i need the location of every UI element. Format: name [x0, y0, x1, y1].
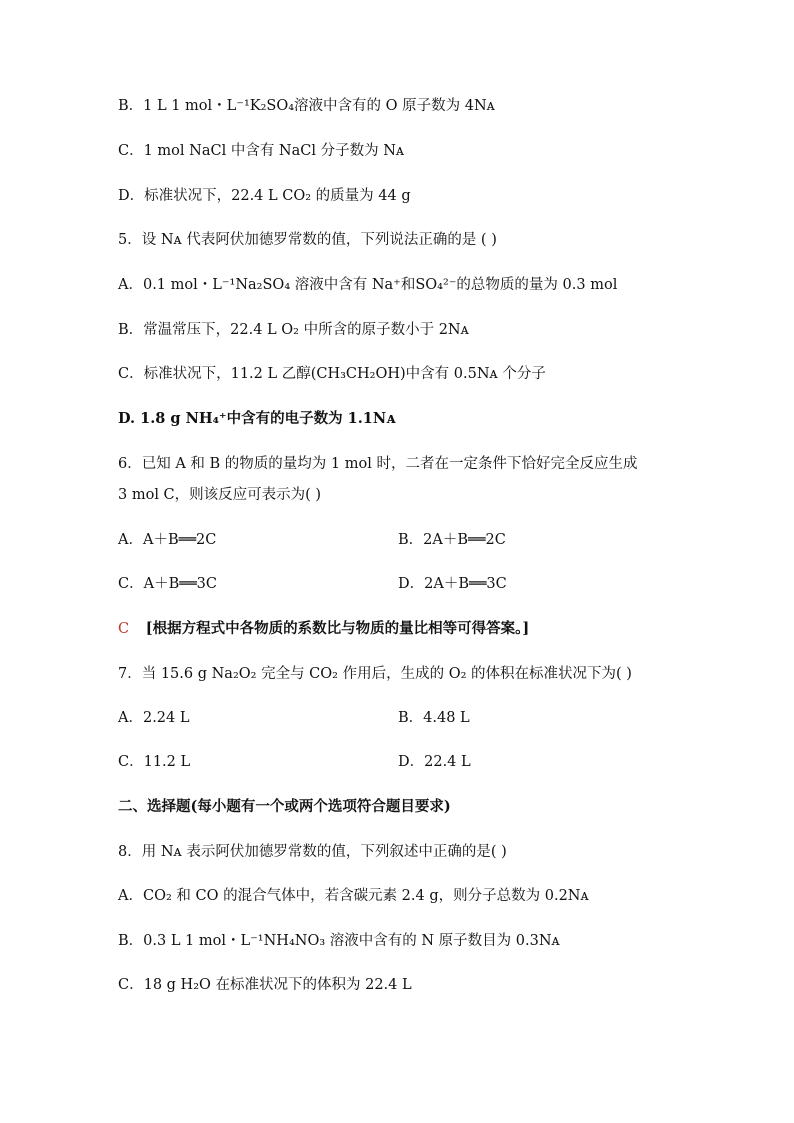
q8-option-b: B．0.3 L 1 mol・L⁻¹NH₄NO₃ 溶液中含有的 N 原子数目为 0.3Nᴀ — [118, 933, 560, 949]
q7-option-c: C．11.2 L — [118, 754, 191, 770]
q8-stem: 8．用 Nᴀ 表示阿伏加德罗常数的值，下列叙述中正确的是( ) — [118, 844, 507, 860]
q4-option-d: D．标准状况下，22.4 L CO₂ 的质量为 44 g — [118, 188, 411, 204]
q5-option-c: C．标准状况下，11.2 L 乙醇(CH₃CH₂OH)中含有 0.5Nᴀ 个分子 — [118, 366, 546, 382]
q4-option-c: C．1 mol NaCl 中含有 NaCl 分子数为 Nᴀ — [118, 143, 405, 159]
answer-letter: C — [118, 621, 130, 637]
q4-option-b: B．1 L 1 mol・L⁻¹K₂SO₄溶液中含有的 O 原子数为 4Nᴀ — [118, 98, 495, 114]
answer-explanation: [根据方程式中各物质的系数比与物质的量比相等可得答案。] — [145, 620, 530, 637]
q7-stem: 7．当 15.6 g Na₂O₂ 完全与 CO₂ 作用后，生成的 O₂ 的体积在标准状况下为( ) — [118, 666, 632, 682]
section-title: 二、选择题(每小题有一个或两个选项符合题目要求) — [118, 798, 451, 815]
q6-stem-line2: 3 mol C，则该反应可表示为( ) — [118, 487, 322, 503]
q6-stem-line1: 6．已知 A 和 B 的物质的量均为 1 mol 时，二者在一定条件下恰好完全反应生成 — [118, 456, 638, 472]
q7-option-a: A．2.24 L — [118, 710, 190, 726]
q8-option-c: C．18 g H₂O 在标准状况下的体积为 22.4 L — [118, 977, 412, 993]
q6-answer — [118, 619, 529, 639]
q6-option-c: C．A＋B══3C — [118, 576, 218, 592]
q8-option-a: A．CO₂ 和 CO 的混合气体中，若含碳元素 2.4 g，则分子总数为 0.2Nᴀ — [118, 888, 589, 904]
q6-option-d: D．2A＋B══3C — [398, 576, 507, 592]
q6-option-a: A．A＋B══2C — [118, 532, 217, 548]
q5-option-d: D. 1.8 g NH₄⁺中含有的电子数为 1.1Nᴀ — [118, 410, 396, 427]
q5-stem: 5．设 Nᴀ 代表阿伏加德罗常数的值，下列说法正确的是 ( ) — [118, 232, 497, 248]
q5-option-a: A．0.1 mol・L⁻¹Na₂SO₄ 溶液中含有 Na⁺和SO₄²⁻的总物质的量为 0.3 mol — [118, 277, 618, 293]
q7-option-b: B．4.48 L — [398, 710, 470, 726]
q5-option-b: B．常温常压下，22.4 L O₂ 中所含的原子数小于 2Nᴀ — [118, 322, 469, 338]
q7-option-d: D．22.4 L — [398, 754, 471, 770]
q6-option-b: B．2A＋B══2C — [398, 532, 506, 548]
